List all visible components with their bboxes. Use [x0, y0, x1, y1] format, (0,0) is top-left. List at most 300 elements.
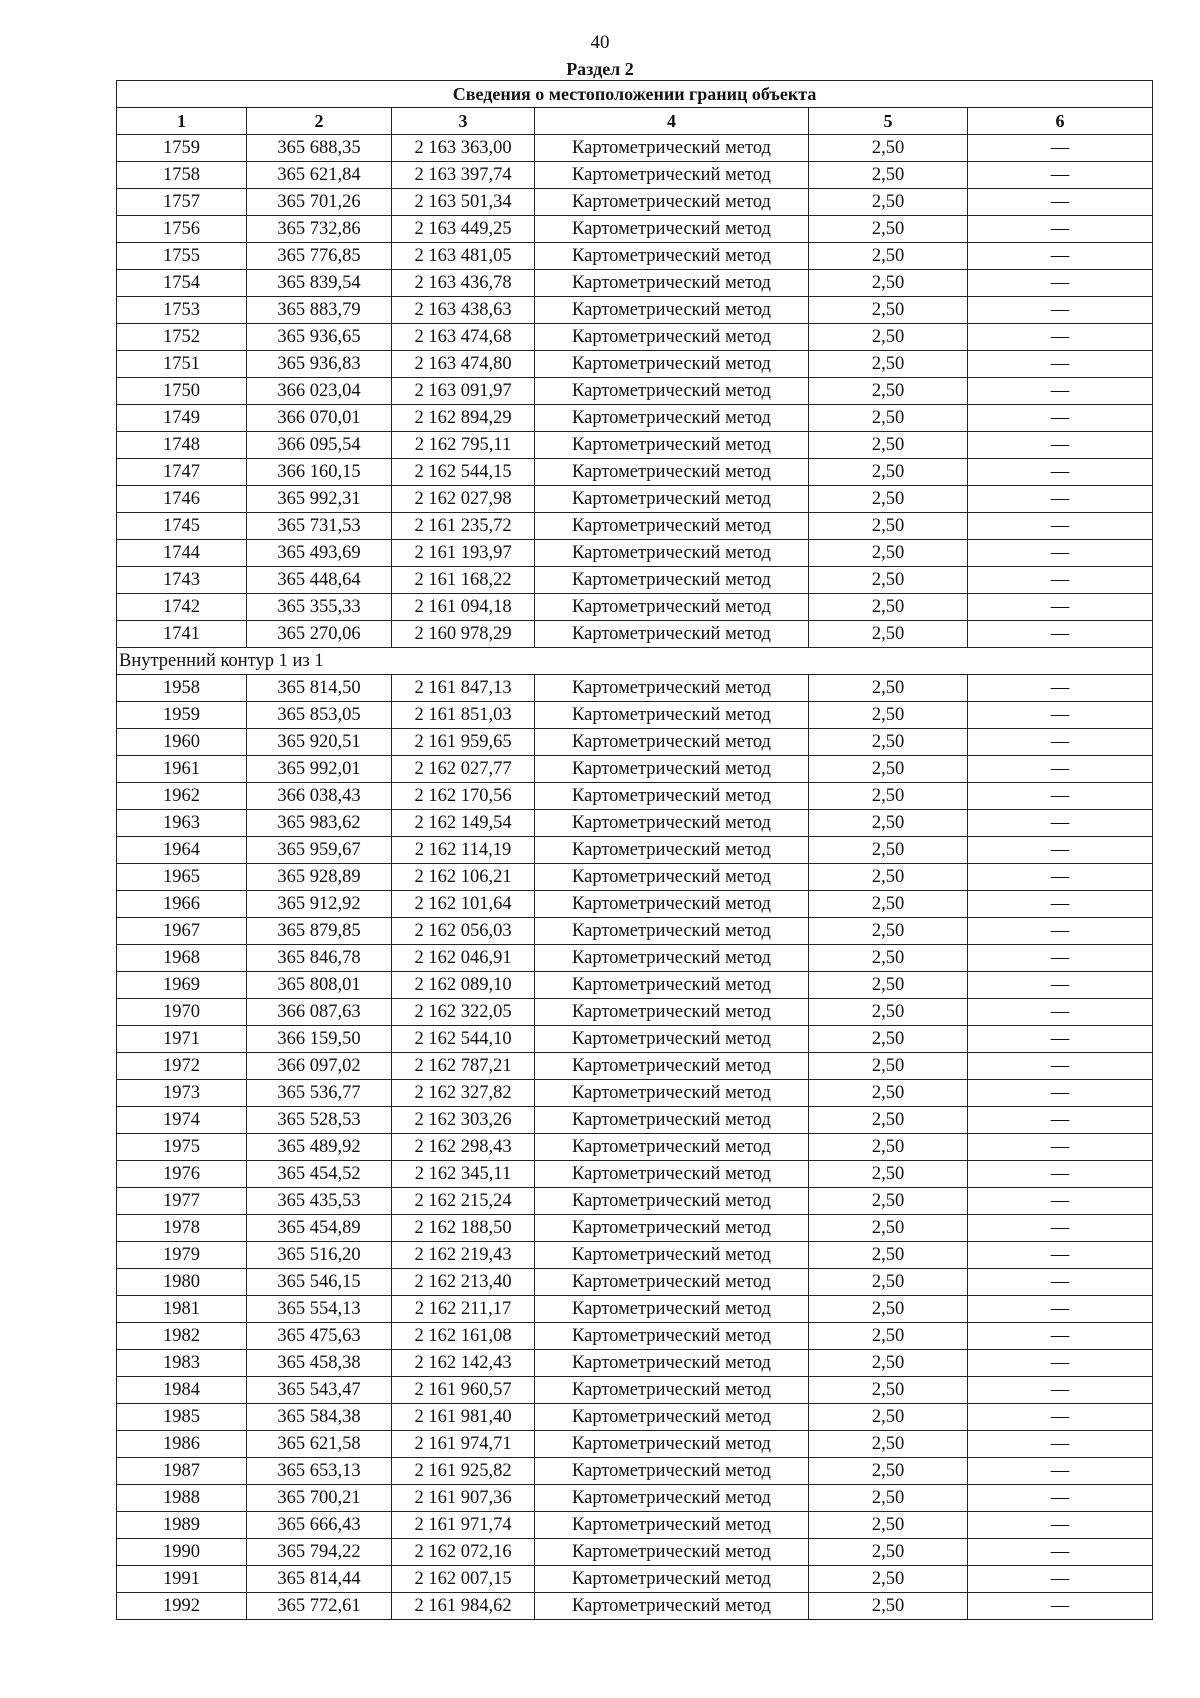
- accuracy-cell: 2,50: [809, 1539, 968, 1566]
- description-cell: —: [968, 486, 1153, 513]
- x-coordinate-cell: 365 883,79: [247, 297, 392, 324]
- point-number-cell: 1974: [117, 1107, 247, 1134]
- description-cell: —: [968, 567, 1153, 594]
- accuracy-cell: 2,50: [809, 945, 968, 972]
- table-row: [117, 1269, 1153, 1296]
- table-row: [117, 135, 1153, 162]
- accuracy-cell: 2,50: [809, 1053, 968, 1080]
- x-coordinate-cell: 365 448,64: [247, 567, 392, 594]
- accuracy-cell: 2,50: [809, 405, 968, 432]
- description-cell: —: [968, 972, 1153, 999]
- description-cell: —: [968, 270, 1153, 297]
- table-row: [117, 837, 1153, 864]
- x-coordinate-cell: 365 794,22: [247, 1539, 392, 1566]
- point-number-cell: 1753: [117, 297, 247, 324]
- x-coordinate-cell: 366 095,54: [247, 432, 392, 459]
- method-cell: Картометрический метод: [535, 594, 809, 621]
- point-number-cell: 1989: [117, 1512, 247, 1539]
- description-cell: —: [968, 1566, 1153, 1593]
- method-cell: Картометрический метод: [535, 891, 809, 918]
- y-coordinate-cell: 2 162 101,64: [392, 891, 535, 918]
- accuracy-cell: 2,50: [809, 135, 968, 162]
- table-row: [117, 189, 1153, 216]
- table-row: [117, 459, 1153, 486]
- table-row: [117, 1350, 1153, 1377]
- x-coordinate-cell: 365 936,83: [247, 351, 392, 378]
- description-cell: —: [968, 1377, 1153, 1404]
- accuracy-cell: 2,50: [809, 1026, 968, 1053]
- x-coordinate-cell: 365 992,01: [247, 756, 392, 783]
- method-cell: Картометрический метод: [535, 1188, 809, 1215]
- y-coordinate-cell: 2 162 544,10: [392, 1026, 535, 1053]
- x-coordinate-cell: 365 920,51: [247, 729, 392, 756]
- point-number-cell: 1979: [117, 1242, 247, 1269]
- description-cell: —: [968, 729, 1153, 756]
- table-row: [117, 1080, 1153, 1107]
- accuracy-cell: 2,50: [809, 1512, 968, 1539]
- y-coordinate-cell: 2 161 971,74: [392, 1512, 535, 1539]
- accuracy-cell: 2,50: [809, 1566, 968, 1593]
- x-coordinate-cell: 366 097,02: [247, 1053, 392, 1080]
- point-number-cell: 1752: [117, 324, 247, 351]
- table-row: [117, 1404, 1153, 1431]
- table-row: [117, 675, 1153, 702]
- description-cell: —: [968, 1539, 1153, 1566]
- point-number-cell: 1968: [117, 945, 247, 972]
- description-cell: —: [968, 621, 1153, 648]
- method-cell: Картометрический метод: [535, 1026, 809, 1053]
- x-coordinate-cell: 365 992,31: [247, 486, 392, 513]
- point-number-cell: 1983: [117, 1350, 247, 1377]
- table-row: [117, 405, 1153, 432]
- table-row: [117, 1512, 1153, 1539]
- table-row: [117, 297, 1153, 324]
- x-coordinate-cell: 365 928,89: [247, 864, 392, 891]
- accuracy-cell: 2,50: [809, 756, 968, 783]
- method-cell: Картометрический метод: [535, 945, 809, 972]
- point-number-cell: 1971: [117, 1026, 247, 1053]
- y-coordinate-cell: 2 163 449,25: [392, 216, 535, 243]
- y-coordinate-cell: 2 162 215,24: [392, 1188, 535, 1215]
- y-coordinate-cell: 2 162 046,91: [392, 945, 535, 972]
- accuracy-cell: 2,50: [809, 189, 968, 216]
- point-number-cell: 1990: [117, 1539, 247, 1566]
- point-number-cell: 1745: [117, 513, 247, 540]
- method-cell: Картометрический метод: [535, 1323, 809, 1350]
- point-number-cell: 1966: [117, 891, 247, 918]
- point-number-cell: 1965: [117, 864, 247, 891]
- table-row: [117, 216, 1153, 243]
- point-number-cell: 1744: [117, 540, 247, 567]
- table-row: [117, 783, 1153, 810]
- point-number-cell: 1988: [117, 1485, 247, 1512]
- x-coordinate-cell: 366 160,15: [247, 459, 392, 486]
- y-coordinate-cell: 2 161 235,72: [392, 513, 535, 540]
- column-number-5: 5: [809, 108, 968, 135]
- x-coordinate-cell: 365 732,86: [247, 216, 392, 243]
- method-cell: Картометрический метод: [535, 1404, 809, 1431]
- x-coordinate-cell: 365 814,44: [247, 1566, 392, 1593]
- x-coordinate-cell: 365 270,06: [247, 621, 392, 648]
- point-number-cell: 1991: [117, 1566, 247, 1593]
- point-number-cell: 1755: [117, 243, 247, 270]
- method-cell: Картометрический метод: [535, 864, 809, 891]
- table-row: [117, 1242, 1153, 1269]
- y-coordinate-cell: 2 162 007,15: [392, 1566, 535, 1593]
- method-cell: Картометрический метод: [535, 756, 809, 783]
- y-coordinate-cell: 2 161 847,13: [392, 675, 535, 702]
- method-cell: Картометрический метод: [535, 216, 809, 243]
- accuracy-cell: 2,50: [809, 513, 968, 540]
- x-coordinate-cell: 365 543,47: [247, 1377, 392, 1404]
- description-cell: —: [968, 135, 1153, 162]
- y-coordinate-cell: 2 161 981,40: [392, 1404, 535, 1431]
- x-coordinate-cell: 365 701,26: [247, 189, 392, 216]
- x-coordinate-cell: 365 621,58: [247, 1431, 392, 1458]
- point-number-cell: 1984: [117, 1377, 247, 1404]
- method-cell: Картометрический метод: [535, 1377, 809, 1404]
- accuracy-cell: 2,50: [809, 999, 968, 1026]
- table-row: [117, 243, 1153, 270]
- table-row: [117, 621, 1153, 648]
- point-number-cell: 1970: [117, 999, 247, 1026]
- accuracy-cell: 2,50: [809, 702, 968, 729]
- column-number-4: 4: [535, 108, 809, 135]
- method-cell: Картометрический метод: [535, 378, 809, 405]
- method-cell: Картометрический метод: [535, 621, 809, 648]
- accuracy-cell: 2,50: [809, 351, 968, 378]
- y-coordinate-cell: 2 162 089,10: [392, 972, 535, 999]
- method-cell: Картометрический метод: [535, 135, 809, 162]
- x-coordinate-cell: 365 936,65: [247, 324, 392, 351]
- y-coordinate-cell: 2 161 984,62: [392, 1593, 535, 1620]
- y-coordinate-cell: 2 162 072,16: [392, 1539, 535, 1566]
- description-cell: —: [968, 1512, 1153, 1539]
- point-number-cell: 1969: [117, 972, 247, 999]
- method-cell: Картометрический метод: [535, 513, 809, 540]
- y-coordinate-cell: 2 162 056,03: [392, 918, 535, 945]
- method-cell: Картометрический метод: [535, 540, 809, 567]
- method-cell: Картометрический метод: [535, 1458, 809, 1485]
- y-coordinate-cell: 2 162 219,43: [392, 1242, 535, 1269]
- method-cell: Картометрический метод: [535, 1107, 809, 1134]
- x-coordinate-cell: 365 776,85: [247, 243, 392, 270]
- x-coordinate-cell: 365 621,84: [247, 162, 392, 189]
- x-coordinate-cell: 365 489,92: [247, 1134, 392, 1161]
- description-cell: —: [968, 378, 1153, 405]
- accuracy-cell: 2,50: [809, 1485, 968, 1512]
- table-row: [117, 270, 1153, 297]
- column-number-3: 3: [392, 108, 535, 135]
- accuracy-cell: 2,50: [809, 270, 968, 297]
- table-row: [117, 324, 1153, 351]
- column-number-1: 1: [117, 108, 247, 135]
- description-cell: —: [968, 594, 1153, 621]
- accuracy-cell: 2,50: [809, 243, 968, 270]
- method-cell: Картометрический метод: [535, 702, 809, 729]
- accuracy-cell: 2,50: [809, 918, 968, 945]
- accuracy-cell: 2,50: [809, 837, 968, 864]
- x-coordinate-cell: 365 554,13: [247, 1296, 392, 1323]
- table-row: [117, 1215, 1153, 1242]
- table-row: [117, 1323, 1153, 1350]
- point-number-cell: 1748: [117, 432, 247, 459]
- accuracy-cell: 2,50: [809, 1458, 968, 1485]
- description-cell: —: [968, 918, 1153, 945]
- table-row: [117, 540, 1153, 567]
- description-cell: —: [968, 837, 1153, 864]
- y-coordinate-cell: 2 162 298,43: [392, 1134, 535, 1161]
- description-cell: —: [968, 1485, 1153, 1512]
- x-coordinate-cell: 365 584,38: [247, 1404, 392, 1431]
- method-cell: Картометрический метод: [535, 918, 809, 945]
- method-cell: Картометрический метод: [535, 999, 809, 1026]
- accuracy-cell: 2,50: [809, 1134, 968, 1161]
- table-row: [117, 1485, 1153, 1512]
- table-row: [117, 567, 1153, 594]
- x-coordinate-cell: 365 912,92: [247, 891, 392, 918]
- method-cell: Картометрический метод: [535, 297, 809, 324]
- description-cell: —: [968, 1431, 1153, 1458]
- table-row: [117, 1026, 1153, 1053]
- accuracy-cell: 2,50: [809, 972, 968, 999]
- point-number-cell: 1747: [117, 459, 247, 486]
- y-coordinate-cell: 2 163 501,34: [392, 189, 535, 216]
- y-coordinate-cell: 2 162 170,56: [392, 783, 535, 810]
- x-coordinate-cell: 365 688,35: [247, 135, 392, 162]
- description-cell: —: [968, 1215, 1153, 1242]
- y-coordinate-cell: 2 161 974,71: [392, 1431, 535, 1458]
- accuracy-cell: 2,50: [809, 1323, 968, 1350]
- point-number-cell: 1751: [117, 351, 247, 378]
- point-number-cell: 1961: [117, 756, 247, 783]
- point-number-cell: 1743: [117, 567, 247, 594]
- accuracy-cell: 2,50: [809, 297, 968, 324]
- x-coordinate-cell: 365 731,53: [247, 513, 392, 540]
- method-cell: Картометрический метод: [535, 1512, 809, 1539]
- x-coordinate-cell: 365 853,05: [247, 702, 392, 729]
- accuracy-cell: 2,50: [809, 1080, 968, 1107]
- point-number-cell: 1967: [117, 918, 247, 945]
- column-number-row: [117, 108, 1153, 135]
- description-cell: —: [968, 216, 1153, 243]
- description-cell: —: [968, 1323, 1153, 1350]
- table-title: Сведения о местоположении границ объекта: [117, 81, 1153, 108]
- y-coordinate-cell: 2 163 481,05: [392, 243, 535, 270]
- description-cell: —: [968, 810, 1153, 837]
- x-coordinate-cell: 365 959,67: [247, 837, 392, 864]
- description-cell: —: [968, 783, 1153, 810]
- description-cell: —: [968, 243, 1153, 270]
- table-row: [117, 1161, 1153, 1188]
- y-coordinate-cell: 2 162 327,82: [392, 1080, 535, 1107]
- point-number-cell: 1992: [117, 1593, 247, 1620]
- point-number-cell: 1963: [117, 810, 247, 837]
- point-number-cell: 1756: [117, 216, 247, 243]
- accuracy-cell: 2,50: [809, 891, 968, 918]
- accuracy-cell: 2,50: [809, 162, 968, 189]
- table-row: [117, 702, 1153, 729]
- accuracy-cell: 2,50: [809, 459, 968, 486]
- description-cell: —: [968, 432, 1153, 459]
- y-coordinate-cell: 2 161 907,36: [392, 1485, 535, 1512]
- accuracy-cell: 2,50: [809, 1215, 968, 1242]
- method-cell: Картометрический метод: [535, 243, 809, 270]
- method-cell: Картометрический метод: [535, 1080, 809, 1107]
- x-coordinate-cell: 365 475,63: [247, 1323, 392, 1350]
- point-number-cell: 1964: [117, 837, 247, 864]
- table-row: [117, 351, 1153, 378]
- y-coordinate-cell: 2 162 544,15: [392, 459, 535, 486]
- description-cell: —: [968, 1188, 1153, 1215]
- method-cell: Картометрический метод: [535, 1566, 809, 1593]
- point-number-cell: 1741: [117, 621, 247, 648]
- point-number-cell: 1977: [117, 1188, 247, 1215]
- accuracy-cell: 2,50: [809, 1431, 968, 1458]
- method-cell: Картометрический метод: [535, 1161, 809, 1188]
- y-coordinate-cell: 2 163 363,00: [392, 135, 535, 162]
- table-row: [117, 1107, 1153, 1134]
- point-number-cell: 1958: [117, 675, 247, 702]
- table-row: [117, 1431, 1153, 1458]
- accuracy-cell: 2,50: [809, 1107, 968, 1134]
- x-coordinate-cell: 365 493,69: [247, 540, 392, 567]
- method-cell: Картометрический метод: [535, 1485, 809, 1512]
- table-row: [117, 1053, 1153, 1080]
- table-row: [117, 1458, 1153, 1485]
- description-cell: —: [968, 1350, 1153, 1377]
- description-cell: —: [968, 1593, 1153, 1620]
- method-cell: Картометрический метод: [535, 810, 809, 837]
- table-row: [117, 1593, 1153, 1620]
- point-number-cell: 1972: [117, 1053, 247, 1080]
- point-number-cell: 1758: [117, 162, 247, 189]
- table-body: [117, 135, 1153, 1620]
- method-cell: Картометрический метод: [535, 783, 809, 810]
- table-row: [117, 1134, 1153, 1161]
- x-coordinate-cell: 366 159,50: [247, 1026, 392, 1053]
- accuracy-cell: 2,50: [809, 621, 968, 648]
- method-cell: Картометрический метод: [535, 1539, 809, 1566]
- description-cell: —: [968, 756, 1153, 783]
- point-number-cell: 1981: [117, 1296, 247, 1323]
- y-coordinate-cell: 2 162 027,98: [392, 486, 535, 513]
- table-row: [117, 972, 1153, 999]
- y-coordinate-cell: 2 161 851,03: [392, 702, 535, 729]
- x-coordinate-cell: 365 814,50: [247, 675, 392, 702]
- description-cell: —: [968, 999, 1153, 1026]
- table-row: [117, 486, 1153, 513]
- table-row: [117, 1566, 1153, 1593]
- method-cell: Картометрический метод: [535, 1593, 809, 1620]
- method-cell: Картометрический метод: [535, 1053, 809, 1080]
- description-cell: —: [968, 324, 1153, 351]
- accuracy-cell: 2,50: [809, 1377, 968, 1404]
- y-coordinate-cell: 2 162 142,43: [392, 1350, 535, 1377]
- y-coordinate-cell: 2 161 168,22: [392, 567, 535, 594]
- point-number-cell: 1986: [117, 1431, 247, 1458]
- y-coordinate-cell: 2 162 322,05: [392, 999, 535, 1026]
- accuracy-cell: 2,50: [809, 810, 968, 837]
- method-cell: Картометрический метод: [535, 1431, 809, 1458]
- method-cell: Картометрический метод: [535, 1296, 809, 1323]
- method-cell: Картометрический метод: [535, 459, 809, 486]
- point-number-cell: 1960: [117, 729, 247, 756]
- table-row: [117, 945, 1153, 972]
- accuracy-cell: 2,50: [809, 216, 968, 243]
- table-row: [117, 1377, 1153, 1404]
- point-number-cell: 1959: [117, 702, 247, 729]
- description-cell: —: [968, 675, 1153, 702]
- y-coordinate-cell: 2 163 474,80: [392, 351, 535, 378]
- accuracy-cell: 2,50: [809, 1296, 968, 1323]
- x-coordinate-cell: 365 454,52: [247, 1161, 392, 1188]
- y-coordinate-cell: 2 163 438,63: [392, 297, 535, 324]
- x-coordinate-cell: 365 879,85: [247, 918, 392, 945]
- x-coordinate-cell: 365 772,61: [247, 1593, 392, 1620]
- description-cell: —: [968, 702, 1153, 729]
- y-coordinate-cell: 2 162 303,26: [392, 1107, 535, 1134]
- table-row: [117, 1188, 1153, 1215]
- table-row: [117, 756, 1153, 783]
- method-cell: Картометрический метод: [535, 1350, 809, 1377]
- method-cell: Картометрический метод: [535, 324, 809, 351]
- accuracy-cell: 2,50: [809, 1404, 968, 1431]
- point-number-cell: 1987: [117, 1458, 247, 1485]
- y-coordinate-cell: 2 162 188,50: [392, 1215, 535, 1242]
- y-coordinate-cell: 2 161 925,82: [392, 1458, 535, 1485]
- y-coordinate-cell: 2 163 091,97: [392, 378, 535, 405]
- description-cell: —: [968, 1026, 1153, 1053]
- description-cell: —: [968, 1053, 1153, 1080]
- accuracy-cell: 2,50: [809, 540, 968, 567]
- y-coordinate-cell: 2 162 894,29: [392, 405, 535, 432]
- y-coordinate-cell: 2 162 027,77: [392, 756, 535, 783]
- y-coordinate-cell: 2 162 106,21: [392, 864, 535, 891]
- description-cell: —: [968, 459, 1153, 486]
- column-number-6: 6: [968, 108, 1153, 135]
- description-cell: —: [968, 405, 1153, 432]
- y-coordinate-cell: 2 161 960,57: [392, 1377, 535, 1404]
- y-coordinate-cell: 2 162 114,19: [392, 837, 535, 864]
- table-row: [117, 918, 1153, 945]
- method-cell: Картометрический метод: [535, 351, 809, 378]
- method-cell: Картометрический метод: [535, 405, 809, 432]
- table-title-row: [117, 81, 1153, 108]
- point-number-cell: 1750: [117, 378, 247, 405]
- page-number: 40: [590, 32, 610, 53]
- accuracy-cell: 2,50: [809, 567, 968, 594]
- point-number-cell: 1749: [117, 405, 247, 432]
- column-number-2: 2: [247, 108, 392, 135]
- y-coordinate-cell: 2 162 149,54: [392, 810, 535, 837]
- method-cell: Картометрический метод: [535, 567, 809, 594]
- accuracy-cell: 2,50: [809, 378, 968, 405]
- method-cell: Картометрический метод: [535, 1215, 809, 1242]
- description-cell: —: [968, 1242, 1153, 1269]
- table-row: [117, 729, 1153, 756]
- table-row: [117, 1539, 1153, 1566]
- method-cell: Картометрический метод: [535, 837, 809, 864]
- table-row: [117, 1296, 1153, 1323]
- method-cell: Картометрический метод: [535, 162, 809, 189]
- y-coordinate-cell: 2 161 094,18: [392, 594, 535, 621]
- y-coordinate-cell: 2 162 213,40: [392, 1269, 535, 1296]
- point-number-cell: 1978: [117, 1215, 247, 1242]
- description-cell: —: [968, 162, 1153, 189]
- y-coordinate-cell: 2 162 787,21: [392, 1053, 535, 1080]
- description-cell: —: [968, 891, 1153, 918]
